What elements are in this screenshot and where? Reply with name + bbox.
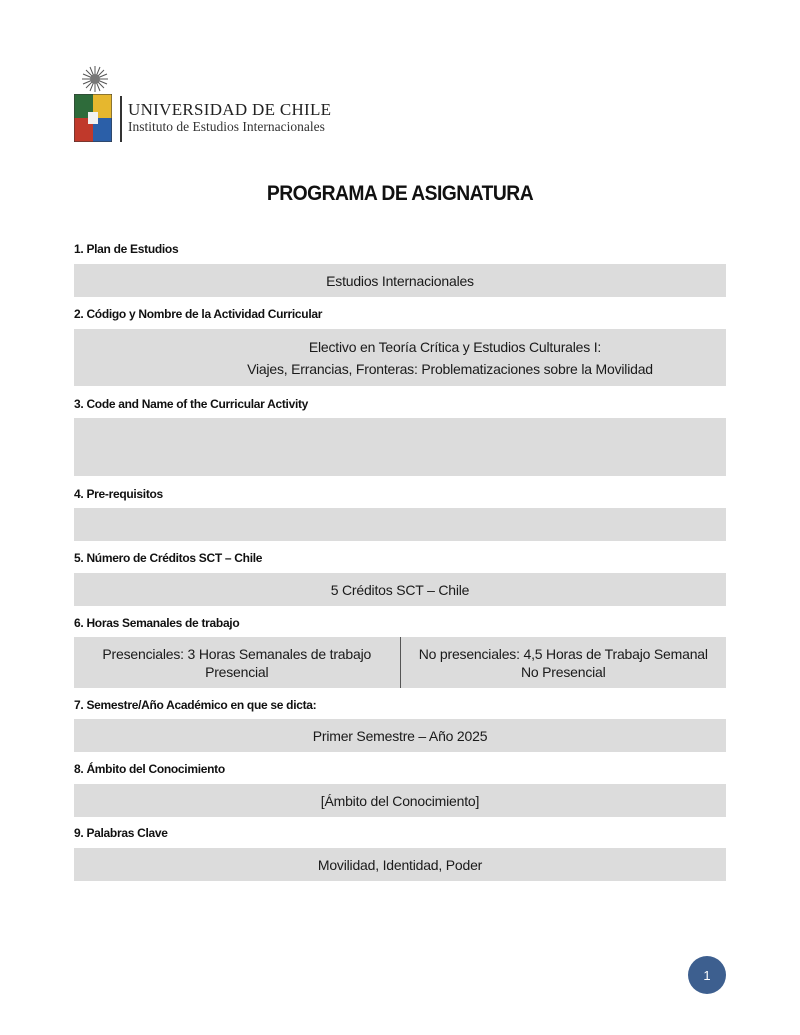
university-shield-icon bbox=[74, 94, 112, 142]
field-prereq bbox=[74, 508, 726, 541]
field-palabras: Movilidad, Identidad, Poder bbox=[74, 848, 726, 881]
codigo-line2: Viajes, Errancias, Fronteras: Problematizaciones sobre la Movilidad bbox=[247, 360, 653, 377]
page-title: PROGRAMA DE ASIGNATURA bbox=[266, 182, 534, 205]
label-code-en: 3. Code and Name of the Curricular Activity bbox=[74, 397, 309, 411]
logo-divider bbox=[120, 96, 122, 142]
codigo-line1: Electivo en Teoría Crítica y Estudios Culturales I: bbox=[308, 338, 602, 355]
university-logo bbox=[74, 64, 354, 144]
field-code-en bbox=[74, 418, 726, 476]
university-name: UNIVERSIDAD DE CHILE bbox=[128, 100, 332, 119]
field-codigo bbox=[74, 329, 726, 386]
field-semestre: Primer Semestre – Año 2025 bbox=[74, 719, 726, 752]
page-number-badge: 1 bbox=[688, 956, 726, 994]
horas-presenciales: Presenciales: 3 Horas Semanales de trabajo Presencial bbox=[102, 645, 372, 680]
label-semestre: 7. Semestre/Año Académico en que se dicta: bbox=[74, 698, 317, 712]
field-creditos: 5 Créditos SCT – Chile bbox=[74, 573, 726, 606]
horas-no-presenciales: No presenciales: 4,5 Horas de Trabajo Semanal No Presencial bbox=[418, 645, 708, 680]
institute-name: Instituto de Estudios Internacionales bbox=[128, 119, 325, 134]
label-ambito: 8. Ámbito del Conocimiento bbox=[74, 762, 225, 776]
label-palabras: 9. Palabras Clave bbox=[74, 826, 168, 840]
field-plan: Estudios Internacionales bbox=[74, 264, 726, 297]
label-prereq: 4. Pre-requisitos bbox=[74, 487, 163, 501]
label-horas: 6. Horas Semanales de trabajo bbox=[74, 616, 240, 630]
field-ambito: [Ámbito del Conocimiento] bbox=[74, 784, 726, 817]
label-creditos: 5. Número de Créditos SCT – Chile bbox=[74, 551, 263, 565]
field-horas bbox=[74, 637, 726, 688]
label-codigo: 2. Código y Nombre de la Actividad Curricular bbox=[74, 307, 323, 321]
sun-emblem-icon bbox=[78, 64, 112, 94]
label-plan: 1. Plan de Estudios bbox=[74, 242, 179, 256]
